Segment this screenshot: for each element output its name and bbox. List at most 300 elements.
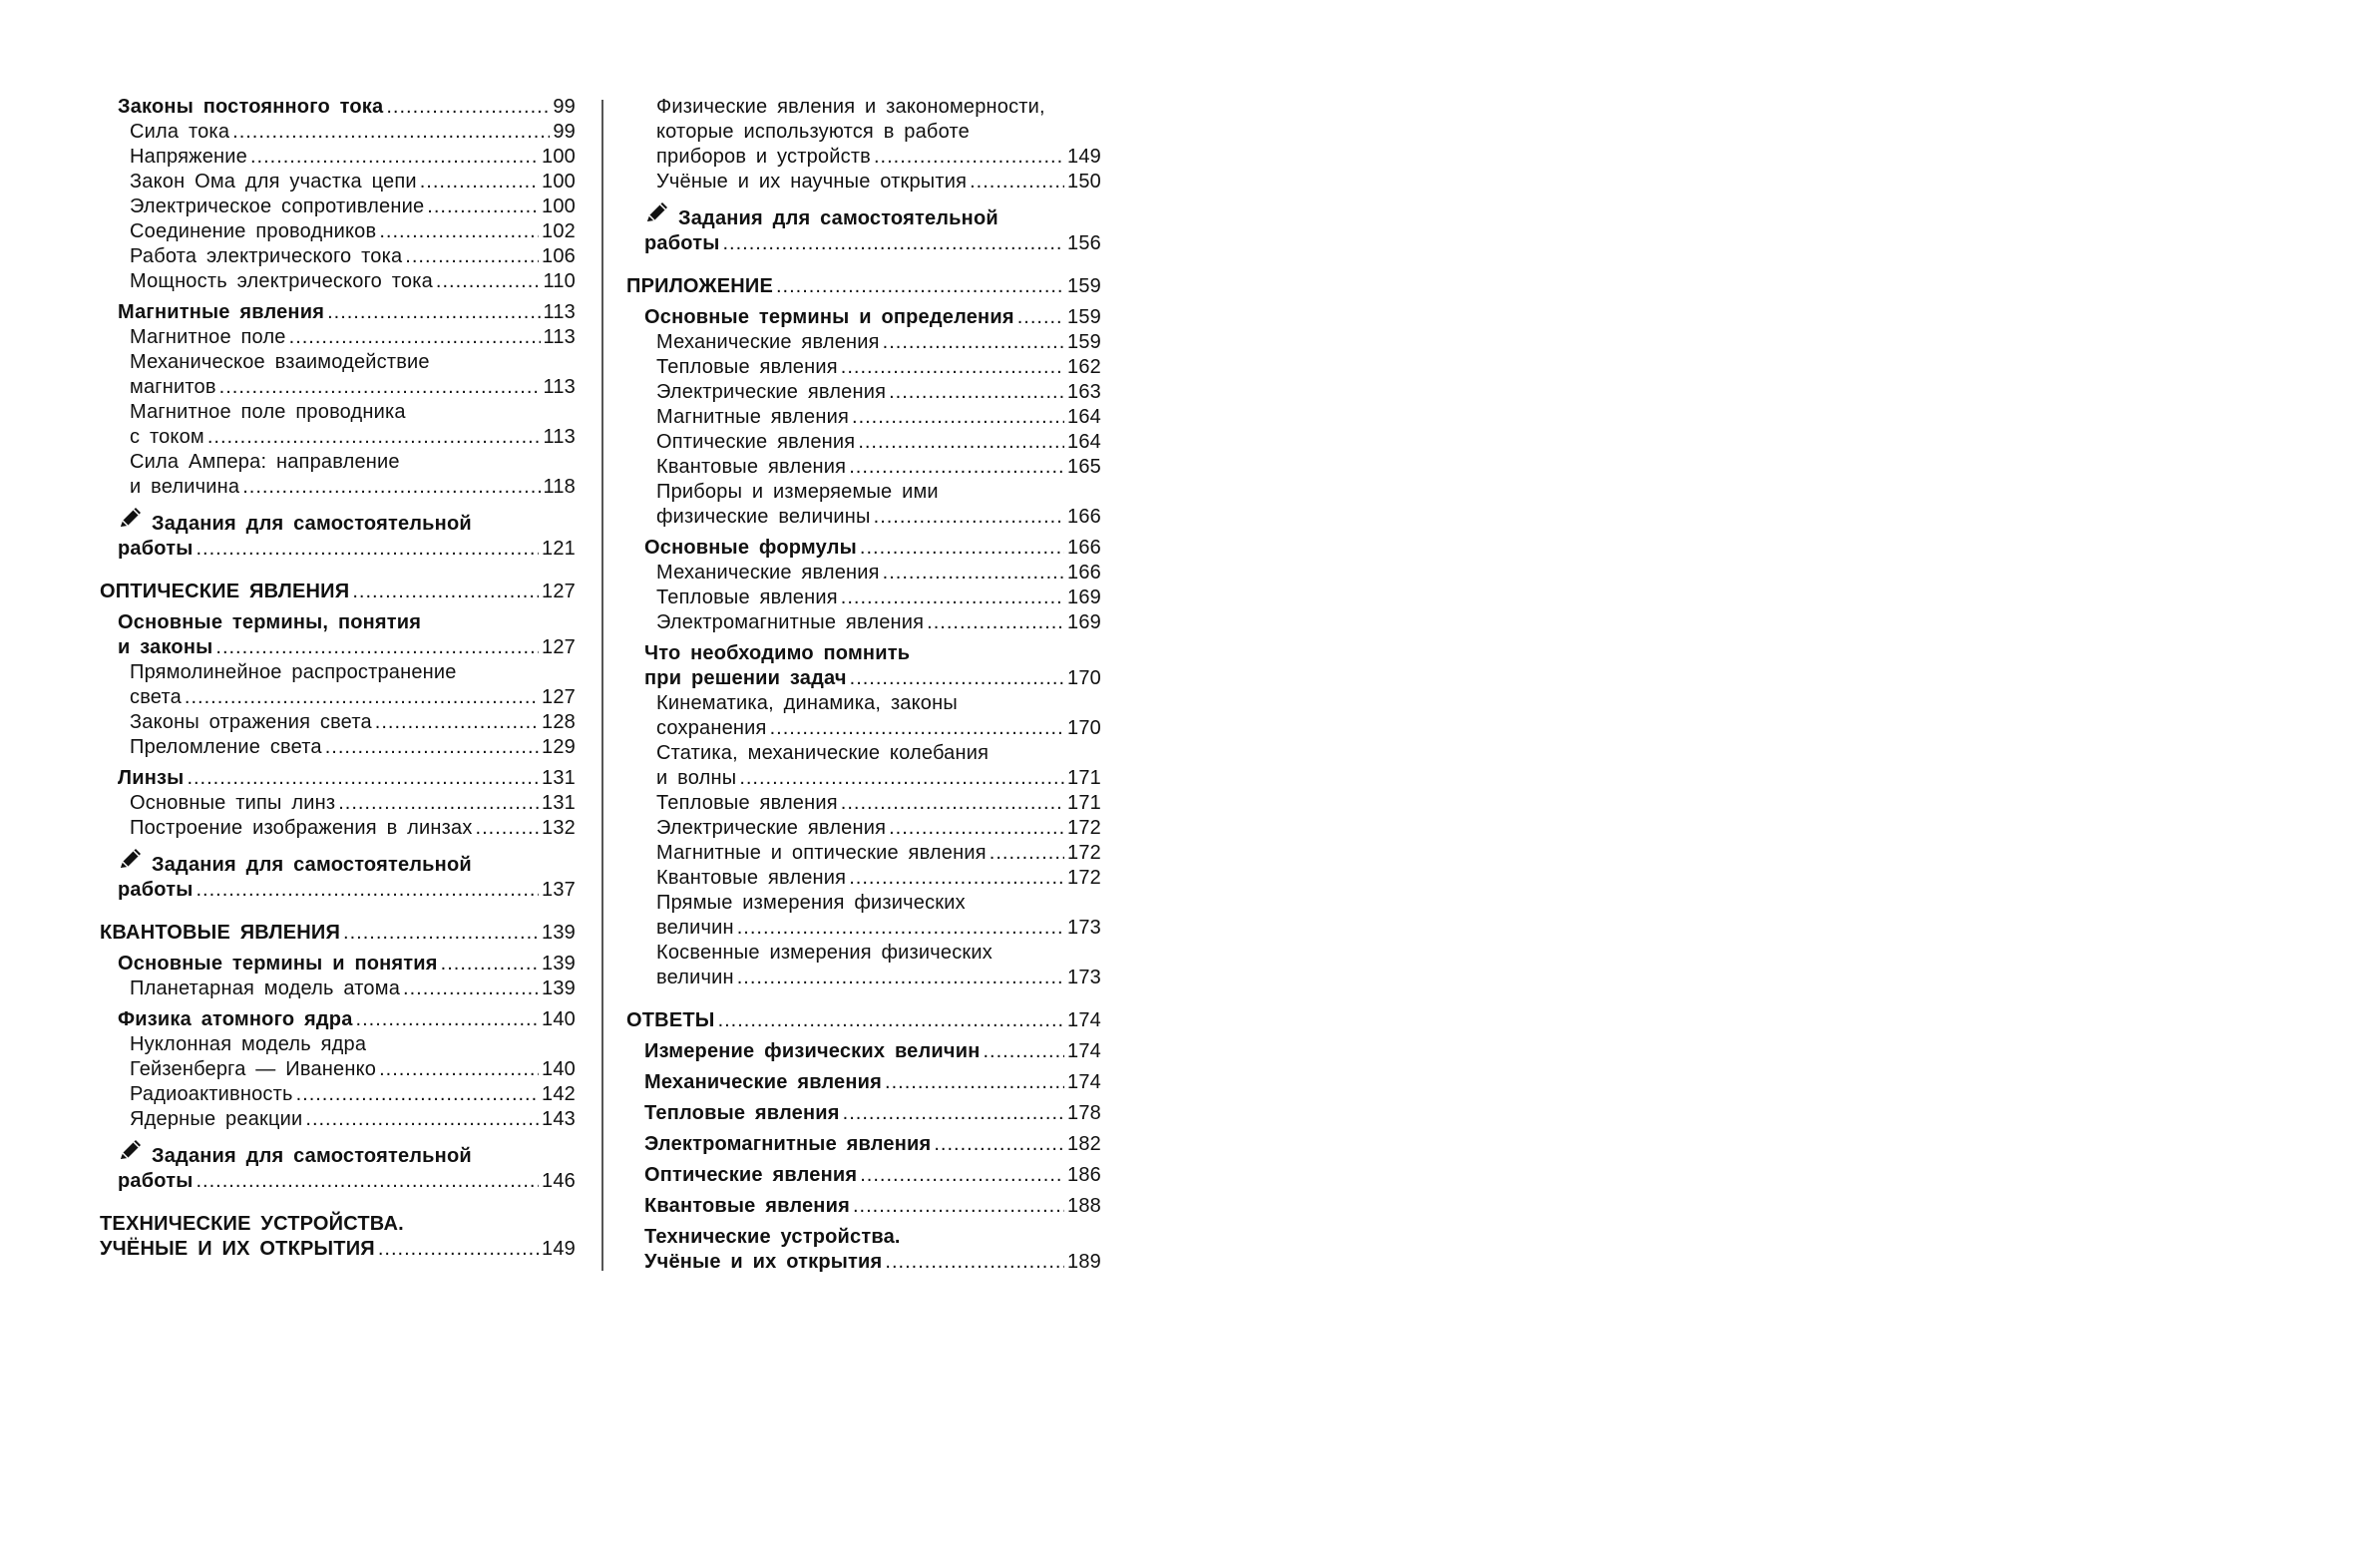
toc-entry-title: Радиоактивность (130, 1083, 293, 1105)
toc-entry-title: Электрические явления (656, 817, 887, 839)
dot-leader (853, 1194, 1064, 1219)
toc-page-number: 110 (543, 270, 576, 292)
toc-entry-title: Тепловые явления (644, 1102, 840, 1124)
toc-entry[interactable] (626, 561, 1101, 585)
toc-entry-line (656, 716, 1101, 741)
toc-page-number: 127 (542, 686, 576, 708)
toc-page-number: 142 (542, 1083, 576, 1105)
toc-page-number: 99 (553, 96, 576, 118)
toc-page-number: 127 (542, 581, 576, 602)
toc-entry-line (644, 1101, 1101, 1126)
toc-entry-line (130, 660, 576, 685)
toc-entry-title: Механические явления (656, 562, 880, 584)
toc-entry-line (118, 878, 576, 903)
toc-entry-title: Задания для самостоятельной (152, 854, 472, 876)
toc-entry-line (644, 536, 1101, 561)
toc-page-number: 186 (1067, 1164, 1101, 1186)
toc-entry-line (130, 1032, 576, 1057)
toc-entry-line (130, 816, 576, 841)
toc-entry[interactable] (100, 506, 576, 562)
toc-entry[interactable] (100, 145, 576, 170)
toc-entry-line (118, 1169, 576, 1194)
toc-entry[interactable] (100, 170, 576, 195)
toc-entry-title: работы (118, 879, 194, 901)
toc-entry-line (656, 791, 1101, 816)
toc-entry[interactable] (626, 480, 1101, 530)
toc-entry-title: ТЕХНИЧЕСКИЕ УСТРОЙСТВА. (100, 1213, 404, 1235)
toc-entry[interactable] (626, 330, 1101, 355)
toc-entry-line (118, 635, 576, 660)
toc-entry-title: Закон Ома для участка цепи (130, 171, 417, 193)
toc-entry[interactable] (626, 274, 1101, 299)
toc-entry-title: Работа электрического тока (130, 245, 403, 267)
toc-entry-line (118, 537, 576, 562)
toc-entry[interactable] (100, 580, 576, 604)
toc-entry-title: и величина (130, 476, 240, 498)
toc-entry[interactable] (626, 1163, 1101, 1188)
dot-leader (476, 816, 539, 841)
toc-entry-title: Учёные и их открытия (644, 1251, 883, 1273)
toc-entry[interactable] (100, 1082, 576, 1107)
toc-entry[interactable] (626, 610, 1101, 635)
toc-entry-title: Задания для самостоятельной (678, 207, 998, 229)
toc-entry-line (130, 425, 576, 450)
toc-entry-title: Основные термины, понятия (118, 611, 422, 633)
toc-page-number: 99 (553, 121, 576, 143)
toc-entry[interactable] (100, 847, 576, 903)
toc-page-number: 150 (1067, 171, 1101, 193)
dot-leader (375, 710, 539, 735)
toc-left-column (100, 95, 576, 1262)
toc-entry-line (100, 1212, 576, 1237)
toc-entry-line (656, 816, 1101, 841)
toc-entry[interactable] (626, 536, 1101, 561)
dot-leader (970, 170, 1064, 195)
toc-entry-title: которые используются в работе (656, 121, 970, 143)
dot-leader (197, 1169, 540, 1194)
toc-entry[interactable] (626, 1008, 1101, 1033)
toc-entry[interactable] (100, 735, 576, 760)
toc-page-number: 173 (1067, 917, 1101, 939)
toc-entry-title: УЧЁНЫЕ И ИХ ОТКРЫТИЯ (100, 1238, 375, 1260)
toc-entry[interactable] (626, 1225, 1101, 1275)
toc-entry[interactable] (626, 691, 1101, 741)
dot-leader (874, 505, 1064, 530)
toc-page-number: 171 (1067, 792, 1101, 814)
dot-leader (187, 766, 539, 791)
toc-entry-line (656, 170, 1101, 195)
toc-entry-line (656, 355, 1101, 380)
toc-entry-title: физические величины (656, 506, 871, 528)
dot-leader (718, 1008, 1064, 1033)
toc-entry-title: Линзы (118, 767, 185, 789)
toc-entry-title: Гейзенберга — Иваненко (130, 1058, 377, 1080)
toc-entry-title: Оптические явления (656, 431, 856, 453)
toc-entry[interactable] (100, 952, 576, 976)
dot-leader (296, 1082, 539, 1107)
toc-entry[interactable] (100, 120, 576, 145)
toc-entry-line (656, 380, 1101, 405)
toc-entry[interactable] (626, 95, 1101, 170)
dot-leader (386, 95, 550, 120)
toc-entry-title: приборов и устройств (656, 146, 871, 168)
toc-entry-title: с током (130, 426, 204, 448)
toc-entry[interactable] (100, 350, 576, 400)
toc-page-number: 131 (542, 767, 576, 789)
toc-entry-line (626, 274, 1101, 299)
toc-entry[interactable] (626, 816, 1101, 841)
toc-entry[interactable] (626, 1194, 1101, 1219)
toc-page-number: 172 (1067, 842, 1101, 864)
toc-entry[interactable] (100, 325, 576, 350)
dot-leader (405, 244, 539, 269)
toc-entry[interactable] (626, 405, 1101, 430)
toc-entry-title: величин (656, 917, 734, 939)
toc-page-number: 169 (1067, 611, 1101, 633)
toc-entry[interactable] (626, 585, 1101, 610)
toc-entry-title: и законы (118, 636, 213, 658)
toc-entry[interactable] (100, 1138, 576, 1194)
toc-entry[interactable] (626, 170, 1101, 195)
toc-page-number: 102 (542, 220, 576, 242)
toc-entry-line (118, 847, 576, 878)
toc-entry[interactable] (100, 450, 576, 500)
dot-leader (990, 841, 1064, 866)
toc-entry-title: Законы постоянного тока (118, 96, 384, 118)
toc-entry[interactable] (626, 1101, 1101, 1126)
toc-page-number: 121 (542, 538, 576, 560)
toc-entry-title: Тепловые явления (656, 792, 838, 814)
toc-page-number: 156 (1067, 232, 1101, 254)
toc-entry-line (656, 966, 1101, 990)
toc-entry-title: Магнитные и оптические явления (656, 842, 987, 864)
toc-entry-title: Сила Ампера: направление (130, 451, 400, 473)
toc-entry[interactable] (100, 791, 576, 816)
toc-page-number: 129 (542, 736, 576, 758)
toc-page-number: 159 (1067, 306, 1101, 328)
toc-entry[interactable] (626, 866, 1101, 891)
toc-entry[interactable] (626, 355, 1101, 380)
dot-leader (874, 145, 1064, 170)
toc-entry-line (656, 405, 1101, 430)
toc-entry[interactable] (100, 300, 576, 325)
toc-entry-title: при решении задач (644, 667, 847, 689)
toc-entry[interactable] (626, 791, 1101, 816)
toc-entry-title: Косвенные измерения физических (656, 942, 992, 964)
toc-entry-title: Кинематика, динамика, законы (656, 692, 958, 714)
toc-entry-title: Планетарная модель атома (130, 977, 401, 999)
toc-entry-title: Статика, механические колебания (656, 742, 990, 764)
toc-page-number: 188 (1067, 1195, 1101, 1217)
toc-entry-title: работы (644, 232, 720, 254)
toc-entry[interactable] (100, 660, 576, 710)
toc-page-number: 166 (1067, 537, 1101, 559)
toc-entry-title: Мощность электрического тока (130, 270, 433, 292)
toc-page-number: 113 (543, 376, 576, 398)
toc-entry-title: сохранения (656, 717, 767, 739)
toc-entry-title: Магнитное поле (130, 326, 286, 348)
dot-leader (852, 405, 1064, 430)
toc-page-number: 132 (542, 817, 576, 839)
toc-entry-line (626, 1008, 1101, 1033)
toc-entry[interactable] (100, 400, 576, 450)
dot-leader (883, 561, 1064, 585)
dot-leader (983, 1039, 1064, 1064)
dot-leader (885, 1250, 1064, 1275)
toc-page-number: 163 (1067, 381, 1101, 403)
toc-entry-title: Что необходимо помнить (644, 642, 911, 664)
toc-entry-title: Задания для самостоятельной (152, 513, 472, 535)
toc-entry-title: Основные формулы (644, 537, 857, 559)
dot-leader (889, 816, 1064, 841)
dot-leader (841, 791, 1064, 816)
toc-entry-title: ОПТИЧЕСКИЕ ЯВЛЕНИЯ (100, 581, 350, 602)
toc-entry[interactable] (626, 1070, 1101, 1095)
dot-leader (197, 878, 540, 903)
toc-entry-line (656, 841, 1101, 866)
toc-page-number: 173 (1067, 967, 1101, 988)
toc-entry-line (100, 921, 576, 946)
toc-page-number: 100 (542, 146, 576, 168)
toc-entry-line (656, 120, 1101, 145)
toc-entry-line (644, 1132, 1101, 1157)
toc-entry[interactable] (626, 380, 1101, 405)
toc-page-number: 139 (542, 922, 576, 944)
toc-entry-line (130, 791, 576, 816)
toc-entry-line (130, 1107, 576, 1132)
toc-entry-title: Ядерные реакции (130, 1108, 303, 1130)
toc-entry-line (118, 766, 576, 791)
toc-page-number: 100 (542, 171, 576, 193)
toc-entry[interactable] (626, 941, 1101, 990)
dot-leader (841, 585, 1064, 610)
toc-entry[interactable] (626, 305, 1101, 330)
toc-entry-title: Квантовые явления (656, 456, 847, 478)
toc-entry-line (644, 200, 1101, 231)
toc-entry-line (130, 325, 576, 350)
toc-entry-title: Тепловые явления (656, 586, 838, 608)
toc-entry-line (130, 685, 576, 710)
toc-entry-line (644, 305, 1101, 330)
toc-entry[interactable] (100, 95, 576, 120)
toc-page-number: 170 (1067, 667, 1101, 689)
toc-page-number: 174 (1067, 1009, 1101, 1031)
dot-leader (185, 685, 539, 710)
toc-page-number: 143 (542, 1108, 576, 1130)
toc-entry[interactable] (100, 1107, 576, 1132)
dot-leader (327, 300, 540, 325)
toc-entry[interactable] (100, 1032, 576, 1082)
toc-entry-line (656, 766, 1101, 791)
toc-entry-title: работы (118, 1170, 194, 1192)
toc-entry-line (118, 1007, 576, 1032)
toc-entry-title: Преломление света (130, 736, 322, 758)
pencil-icon (644, 200, 670, 224)
dot-leader (215, 635, 539, 660)
toc-page-number: 113 (543, 301, 576, 323)
toc-entry[interactable] (626, 1039, 1101, 1064)
toc-entry-line (130, 400, 576, 425)
dot-leader (343, 921, 539, 946)
toc-page-number: 139 (542, 977, 576, 999)
toc-entry-line (130, 350, 576, 375)
toc-entry-line (118, 300, 576, 325)
dot-leader (843, 1101, 1064, 1126)
toc-entry-title: Сила тока (130, 121, 230, 143)
dot-leader (737, 966, 1064, 990)
dot-leader (858, 430, 1064, 455)
toc-entry-title: Магнитные явления (118, 301, 325, 323)
toc-entry[interactable] (100, 921, 576, 946)
toc-page-number: 137 (542, 879, 576, 901)
toc-entry[interactable] (626, 200, 1101, 256)
toc-entry-line (644, 231, 1101, 256)
dot-leader (356, 1007, 539, 1032)
dot-leader (739, 766, 1064, 791)
toc-page-number: 162 (1067, 356, 1101, 378)
toc-entry-line (656, 610, 1101, 635)
toc-entry[interactable] (100, 766, 576, 791)
toc-entry-line (656, 330, 1101, 355)
dot-leader (436, 269, 541, 294)
toc-page-number: 146 (542, 1170, 576, 1192)
toc-entry[interactable] (100, 269, 576, 294)
toc-entry[interactable] (626, 1132, 1101, 1157)
toc-entry-title: Электрические явления (656, 381, 887, 403)
toc-entry[interactable] (100, 1007, 576, 1032)
toc-page-number: 164 (1067, 431, 1101, 453)
toc-entry-line (644, 666, 1101, 691)
dot-leader (885, 1070, 1064, 1095)
toc-entry-line (656, 561, 1101, 585)
toc-entry-line (118, 952, 576, 976)
dot-leader (927, 610, 1064, 635)
toc-page-number: 159 (1067, 275, 1101, 297)
toc-entry-title: Тепловые явления (656, 356, 838, 378)
toc-page-number: 140 (542, 1058, 576, 1080)
toc-entry-line (130, 735, 576, 760)
toc-page-number: 131 (542, 792, 576, 814)
toc-entry-line (644, 1039, 1101, 1064)
pencil-icon (118, 1138, 144, 1162)
toc-page-number: 172 (1067, 867, 1101, 889)
toc-entry[interactable] (626, 430, 1101, 455)
toc-entry[interactable] (100, 710, 576, 735)
dot-leader (207, 425, 541, 450)
toc-entry-line (130, 475, 576, 500)
toc-entry[interactable] (100, 610, 576, 660)
dot-leader (1017, 305, 1064, 330)
toc-entry-title: Измерение физических величин (644, 1040, 981, 1062)
toc-right-column (626, 95, 1101, 1275)
toc-entry[interactable] (626, 741, 1101, 791)
toc-page-number: 174 (1067, 1040, 1101, 1062)
toc-entry[interactable] (626, 891, 1101, 941)
dot-leader (379, 1057, 539, 1082)
dot-leader (883, 330, 1064, 355)
dot-leader (338, 791, 539, 816)
toc-entry-line (100, 1237, 576, 1262)
toc-entry[interactable] (626, 641, 1101, 691)
toc-entry[interactable] (100, 816, 576, 841)
toc-entry[interactable] (100, 195, 576, 219)
toc-entry-line (118, 506, 576, 537)
toc-entry-title: Технические устройства. (644, 1226, 901, 1248)
toc-entry-line (644, 1250, 1101, 1275)
toc-entry-line (656, 941, 1101, 966)
dot-leader (737, 916, 1064, 941)
column-divider (601, 100, 603, 1271)
dot-leader (197, 537, 540, 562)
toc-entry-line (130, 1057, 576, 1082)
toc-entry-title: Основные термины и понятия (118, 953, 438, 975)
toc-entry[interactable] (100, 1212, 576, 1262)
toc-entry-title: Квантовые явления (656, 867, 847, 889)
toc-page-number: 139 (542, 953, 576, 975)
toc-entry[interactable] (626, 455, 1101, 480)
toc-entry-line (130, 170, 576, 195)
toc-entry-title: величин (656, 967, 734, 988)
toc-page-number: 149 (542, 1238, 576, 1260)
toc-entry-line (656, 505, 1101, 530)
toc-entry-title: Магнитные явления (656, 406, 850, 428)
dot-leader (889, 380, 1064, 405)
toc-entry[interactable] (100, 244, 576, 269)
toc-page-number: 189 (1067, 1251, 1101, 1273)
dot-leader (427, 195, 539, 219)
toc-entry-line (656, 95, 1101, 120)
dot-leader (232, 120, 550, 145)
toc-entry-line (644, 1194, 1101, 1219)
toc-entry-title: Нуклонная модель ядра (130, 1033, 367, 1055)
toc-page-number: 174 (1067, 1071, 1101, 1093)
toc-entry-title: Построение изображения в линзах (130, 817, 473, 839)
toc-entry[interactable] (100, 219, 576, 244)
toc-page-number: 182 (1067, 1133, 1101, 1155)
toc-entry-line (644, 1225, 1101, 1250)
toc-entry-line (656, 480, 1101, 505)
toc-page-number: 113 (543, 426, 576, 448)
toc-entry-line (644, 1163, 1101, 1188)
toc-page-number: 140 (542, 1008, 576, 1030)
dot-leader (352, 580, 539, 604)
toc-page-number: 113 (543, 326, 576, 348)
toc-entry-title: Квантовые явления (644, 1195, 850, 1217)
toc-entry-title: Соединение проводников (130, 220, 377, 242)
toc-entry-line (130, 120, 576, 145)
toc-page-number: 172 (1067, 817, 1101, 839)
toc-entry[interactable] (100, 976, 576, 1001)
toc-entry-title: Основные термины и определения (644, 306, 1014, 328)
dot-leader (379, 219, 539, 244)
toc-entry-line (656, 866, 1101, 891)
toc-entry[interactable] (626, 841, 1101, 866)
toc-entry-title: Прямолинейное распространение (130, 661, 457, 683)
toc-page-number: 165 (1067, 456, 1101, 478)
toc-page-number: 164 (1067, 406, 1101, 428)
dot-leader (850, 666, 1064, 691)
dot-leader (289, 325, 541, 350)
toc-entry-title: Законы отражения света (130, 711, 372, 733)
dot-leader (325, 735, 539, 760)
toc-page-number: 149 (1067, 146, 1101, 168)
toc-entry-line (130, 195, 576, 219)
toc-entry-line (130, 145, 576, 170)
toc-entry-title: работы (118, 538, 194, 560)
dot-leader (242, 475, 540, 500)
toc-page-number: 100 (542, 195, 576, 217)
toc-page-number: 166 (1067, 506, 1101, 528)
